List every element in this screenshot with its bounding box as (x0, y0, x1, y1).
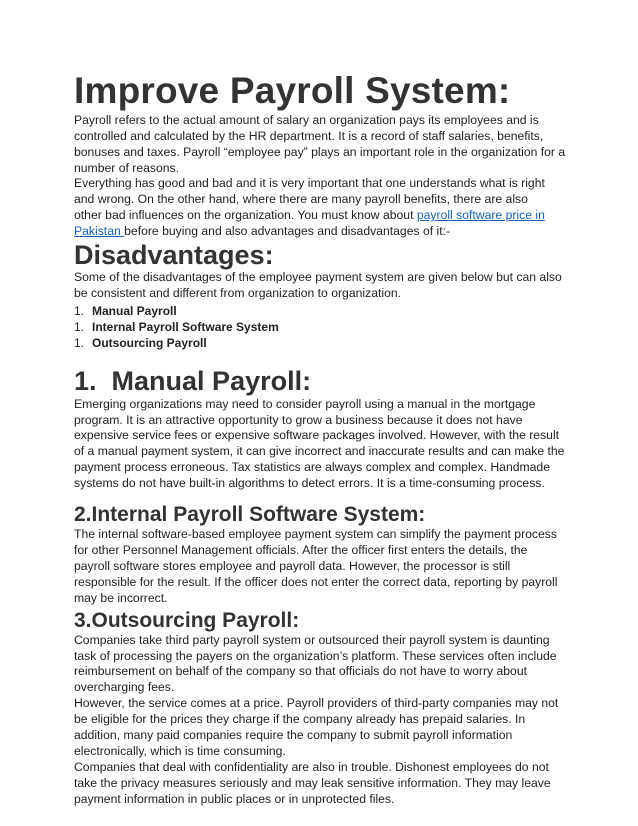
disadvantages-heading: Disadvantages: (74, 240, 274, 271)
disadvantages-paragraph: Some of the disadvantages of the employee payment system are given below but can also be consistent and different from organization to organization. (74, 270, 562, 301)
list-item-number: 1. (74, 304, 85, 319)
list-item-label: Outsourcing Payroll (92, 336, 207, 351)
heading-text: Manual Payroll: (111, 366, 312, 397)
list-item-label: Internal Payroll Software System (92, 320, 279, 335)
intro-paragraph-2: Everything has good and bad and it is very important that one understands what is right and wrong. On the other hand, where there are many payroll benefits, there are also (74, 176, 545, 207)
intro-text-before: other bad influences on the organization. You must know about (74, 208, 417, 223)
intro-text-after: before buying and also advantages and disadvantages of it:- (124, 224, 451, 239)
heading-number: 2. (74, 503, 92, 527)
document-page (74, 72, 566, 808)
heading-text: Internal Payroll Software System: (91, 503, 426, 527)
heading-text: Outsourcing Payroll: (91, 608, 300, 632)
manual-payroll-heading (74, 367, 566, 395)
list-item (74, 319, 566, 335)
list-item-label: Manual Payroll (92, 304, 177, 319)
outsourcing-paragraph-1: Companies take third party payroll system or outsourced their payroll system is daunting task of processing the payers on the organization’s platform. These services often include reimbursement on behalf of the company so that officials do not have to worry about overcharging fees. (74, 632, 557, 695)
internal-software-paragraph: The internal software-based employee payment system can simplify the payment process for other Personnel Management officials. After the officer first enters the details, the payroll software stores employee and payroll data. However, the processor is still responsible for the result. If the officer does not enter the correct data, reporting by payroll may be incorrect. (74, 527, 558, 605)
manual-payroll-paragraph: Emerging organizations may need to consider payroll using a manual in the mortgage program. It is an attractive opportunity to grow a business because it does not have expensive service fees or expensive software packages involved. However, with the result of a manual payment system, it can give incorrect and inaccurate results and can make the payment process erroneous. Tax statistics are always complex and complex. Handmade systems do not have built-in algorithms to detect errors. It is a time-consuming process. (74, 396, 565, 491)
heading-number: 3. (74, 608, 92, 632)
payroll-software-price-link[interactable]: payroll software price in Pakistan (74, 208, 545, 239)
outsourcing-heading (74, 610, 566, 632)
internal-software-heading (74, 504, 566, 526)
list-item-number: 1. (74, 320, 85, 335)
intro-paragraph-1: Payroll refers to the actual amount of salary an organization pays its employees and is controlled and calculated by the HR department. It is a record of staff salaries, benefits, bonuses and taxes. Payroll “employee pay” plays an important role in the organization for a number of reasons. (74, 112, 566, 175)
outsourcing-paragraph-3: Companies that deal with confidentiality are also in trouble. Dishonest employees do not take the privacy measures seriously and may leak sensitive information. They may leave payment information in public places or in unprotected files. (74, 759, 551, 806)
disadvantages-list (74, 303, 566, 351)
intro-paragraph-3 (74, 208, 566, 240)
page-title: Improve Payroll System: (74, 70, 511, 111)
list-item (74, 303, 566, 319)
list-item (74, 335, 566, 351)
outsourcing-paragraph-2: However, the service comes at a price. Payroll providers of third-party companies may not be eligible for the prices they charge if the company already has prepaid salaries. In addition, many paid companies require the company to submit payroll information electronically, which is time consuming. (74, 696, 559, 758)
heading-number: 1. (74, 366, 97, 397)
list-item-number: 1. (74, 336, 85, 351)
